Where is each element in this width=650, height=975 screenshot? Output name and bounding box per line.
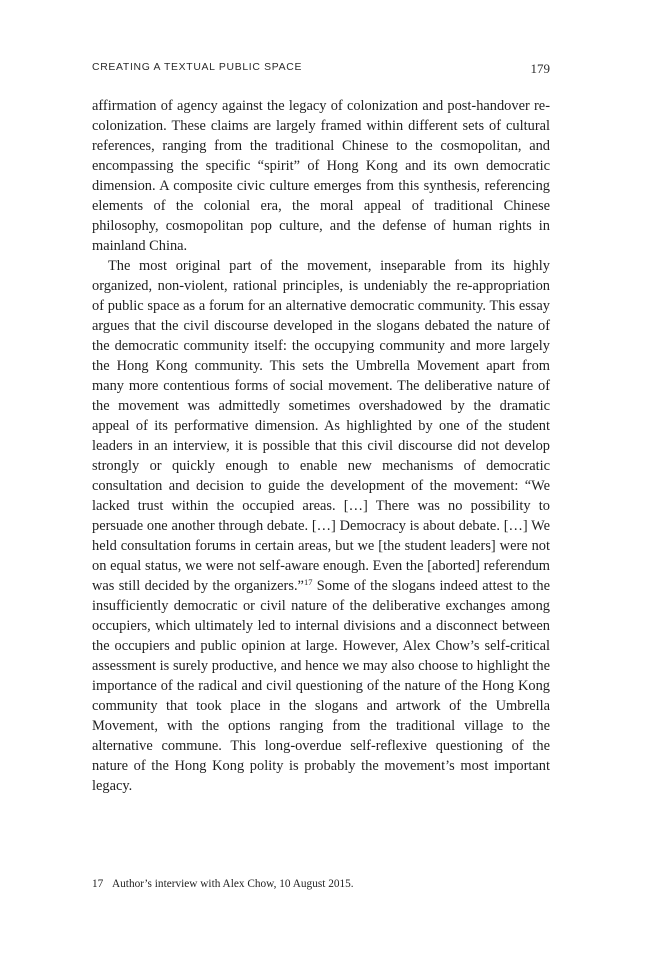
paragraph: affirmation of agency against the legacy of colonization and post-handover re-colonization. These claims are largely framed within different sets of cultural references, ranging from the traditional Chinese to the cosmopolitan, and encompassing the specific “spirit” of Hong Kong and its own democratic dimension. A composite civic culture emerges from this synthesis, referencing elements of the colonial era, the moral appeal of traditional Chinese philosophy, cosmopolitan pop culture, and the defense of human rights in mainland China.: [92, 98, 550, 254]
paragraph: [92, 256, 550, 796]
running-head-title: CREATING A TEXTUAL PUBLIC SPACE: [92, 62, 303, 73]
main-text: [92, 96, 550, 796]
footnote-text: Author’s interview with Alex Chow, 10 August 2015.: [112, 878, 354, 890]
paragraph-text: The most original part of the movement, inseparable from its highly organized, non-violent, rational principles, is undeniably the re-appropriation of public space as a forum for an alternative democratic community. This essay argues that the civil discourse developed in the slogans debated the nature of the democratic community itself: the occupying community and more largely the Hong Kong community. This sets the Umbrella Movement apart from many more contentious forms of social movement. The deliberative nature of the movement was admittedly sometimes overshadowed by the dramatic appeal of its performative dimension. As highlighted by one of the student leaders in an interview, it is possible that this civil discourse did not develop strongly or quickly enough to enable new mechanisms of democratic consultation and decision to guide the development of the movement: “We lacked trust within the occupied areas. […] There was no possibility to persuade one another through debate. […] Democracy is about debate. […] We held consultation forums in certain areas, but we [the student leaders] were not on equal status, we were not self-aware enough. Even the [aborted] referendum was still decided by the organizers.”: [92, 258, 550, 594]
footnote-number: 17: [92, 878, 104, 890]
paragraph-text: Some of the slogans indeed attest to the insufficiently democratic or civil nature of the deliberative exchanges among occupiers, which ultimately led to internal divisions and a disconnect between the occupiers and public opinion at large. However, Alex Chow’s self-critical assessment is surely productive, and hence we may also choose to highlight the importance of the radical and civil questioning of the nature of the Hong Kong community that took place in the slogans and artwork of the Umbrella Movement, with the options ranging from the traditional village to the alternative commune. This long-overdue self-reflexive questioning of the nature of the Hong Kong polity is probably the movement’s most important legacy.: [92, 578, 550, 794]
page-number: 179: [530, 61, 550, 76]
footnote: [92, 876, 550, 892]
footnote-reference[interactable]: 17: [303, 577, 313, 587]
